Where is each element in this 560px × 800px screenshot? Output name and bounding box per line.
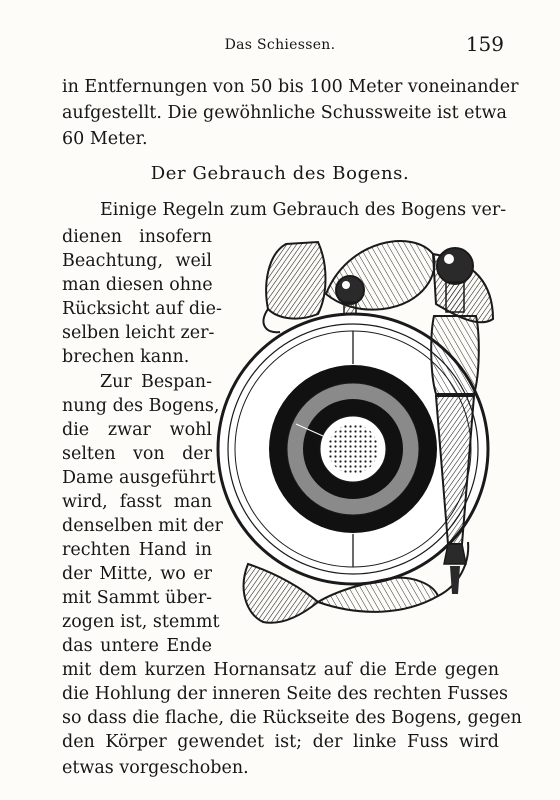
- text-line: etwas vorgeschoben.: [62, 758, 249, 778]
- text-line: die zwar wohl: [62, 420, 212, 440]
- text-line: wird, fasst man: [62, 492, 212, 512]
- text-line: Beachtung, weil: [62, 251, 212, 271]
- text-line: nung des Bogens,: [62, 396, 220, 416]
- text-line: Rücksicht auf die-: [62, 299, 222, 319]
- text-line: zogen ist, stemmt: [62, 612, 220, 632]
- text-line: den Körper gewendet ist; der linke Fuss wird: [62, 732, 499, 752]
- page-number: 159: [465, 32, 504, 56]
- text-line: in Entfernungen von 50 bis 100 Meter voneinander: [62, 77, 519, 97]
- text-line: mit Sammt über-: [62, 588, 213, 608]
- text-line: rechten Hand in: [62, 540, 212, 560]
- text-line: denselben mit der: [62, 516, 223, 536]
- text-line: selben leicht zer-: [62, 323, 215, 343]
- text-line: so dass die flache, die Rückseite des Bogens, gegen: [62, 708, 522, 728]
- text-line: Einige Regeln zum Gebrauch des Bogens ver-: [100, 200, 507, 220]
- text-line: 60 Meter.: [62, 129, 148, 149]
- text-line: man diesen ohne: [62, 275, 213, 295]
- text-line: dienen insofern: [62, 227, 212, 247]
- archery-target-icon: [208, 224, 508, 644]
- text-line: Dame ausgeführt: [62, 468, 216, 488]
- text-line: das untere Ende: [62, 636, 212, 656]
- text-line: aufgestellt. Die gewöhnliche Schussweite ist etwa: [62, 103, 507, 123]
- section-heading: Der Gebrauch des Bogens.: [150, 163, 410, 184]
- text-line: der Mitte, wo er: [62, 564, 212, 584]
- text-line: die Hohlung der inneren Seite des rechten Fusses: [62, 684, 508, 704]
- text-line: selten von der: [62, 444, 212, 464]
- text-line: brechen kann.: [62, 347, 190, 367]
- text-line: mit dem kurzen Hornansatz auf die Erde gegen: [62, 660, 499, 680]
- text-line: Zur Bespan-: [100, 372, 212, 392]
- page-header: [0, 32, 560, 58]
- running-head: Das Schiessen.: [224, 37, 336, 53]
